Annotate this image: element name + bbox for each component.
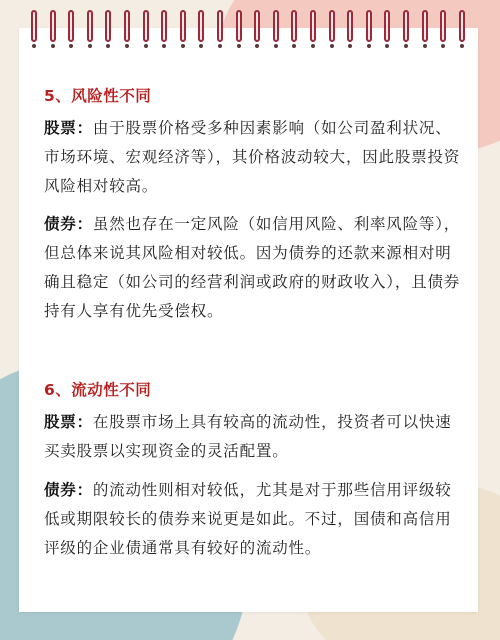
spiral-ring <box>105 10 111 42</box>
section-6-title: 6、流动性不同 <box>44 381 152 399</box>
spiral-ring <box>403 10 409 42</box>
spiral-ring <box>31 10 37 42</box>
spiral-ring <box>87 10 93 42</box>
spiral-ring <box>124 10 130 42</box>
stock-label: 股票： <box>44 413 93 431</box>
spiral-ring <box>273 10 279 42</box>
spiral-ring <box>143 10 149 42</box>
section-6-bond-paragraph <box>44 476 464 563</box>
spiral-ring <box>68 10 74 42</box>
spiral-ring <box>366 10 372 42</box>
bond-text: 的流动性则相对较低，尤其是对于那些信用评级较低或期限较长的债券来说更是如此。不过，国债和高信用评级的企业债通常具有较好的流动性。 <box>44 481 452 557</box>
spiral-ring <box>161 10 167 42</box>
section-5-bond-paragraph <box>44 210 464 326</box>
spiral-binding <box>19 10 478 50</box>
section-5-stock-paragraph <box>44 114 464 201</box>
spiral-ring <box>329 10 335 42</box>
spiral-ring <box>459 10 465 42</box>
spiral-ring <box>422 10 428 42</box>
stock-text: 由于股票价格受多种因素影响（如公司盈利状况、市场环境、宏观经济等），其价格波动较大，因此股票投资风险相对较高。 <box>44 119 461 195</box>
bond-text: 虽然也存在一定风险（如信用风险、利率风险等），但总体来说其风险相对较低。因为债券的还款来源相对明确且稳定（如公司的经营利润或政府的财政收入），且债券持有人享有优先受偿权。 <box>44 215 461 320</box>
spiral-ring <box>217 10 223 42</box>
bond-label: 债券： <box>44 481 93 499</box>
spiral-ring <box>384 10 390 42</box>
spiral-ring <box>50 10 56 42</box>
stock-text: 在股票市场上具有较高的流动性，投资者可以快速买卖股票以实现资金的灵活配置。 <box>44 413 452 460</box>
spiral-ring <box>347 10 353 42</box>
bond-label: 债券： <box>44 215 93 233</box>
spiral-ring <box>254 10 260 42</box>
stock-label: 股票： <box>44 119 93 137</box>
section-6-stock-paragraph <box>44 408 464 466</box>
spiral-ring <box>180 10 186 42</box>
spiral-ring <box>310 10 316 42</box>
spiral-ring <box>236 10 242 42</box>
spiral-ring <box>198 10 204 42</box>
spiral-ring <box>291 10 297 42</box>
section-5-title: 5、风险性不同 <box>44 87 152 105</box>
spiral-ring <box>440 10 446 42</box>
